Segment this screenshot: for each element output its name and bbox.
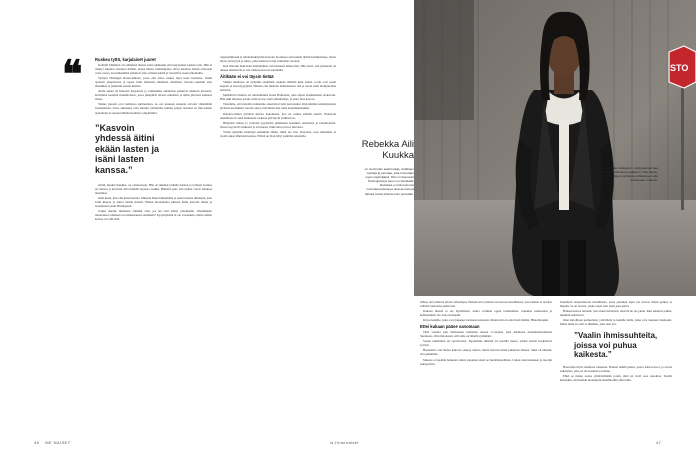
section-heading: Äitikään ei voi täysin tietää	[220, 74, 274, 80]
body-paragraph: Randow-ilmiöt yrittävät kuvata kokemusta, jota on vaikea selittää sanoin. Elokuvan tekeminen oli sekä henkisesti raskasta että hyvin palkitsevaa.	[220, 111, 336, 120]
magazine-url: is.fi/menaiset	[330, 440, 359, 445]
section-heading: Ruskea tyttö, karjalaiset juuret	[95, 57, 156, 62]
left-column-1	[95, 55, 212, 441]
person-name: Rebekka Aili Kuukka	[361, 139, 414, 161]
body-paragraph: Aitini, Raakel Kuukka, on valokuvaaja. Hän on tutkinut pitkään naisten ja tyttöjen asemaa eri maissa ja kertonut siitä minulle lapsesta saakka. Häneltä opin, että tarinat voivat muuttaa maailmaa.	[95, 183, 212, 196]
portrait-photo	[414, 0, 696, 296]
body-paragraph: Huomasin, että monet kokevat samoja asioita, mutta harvoin niistä puhutaan ääneen. Siksi on tärkeää, että puhumme.	[420, 348, 552, 357]
body-paragraph: Olen kiitollinen perheelleni, ystävilleni ja kaikille niille, jotka ovat tukeneet matkaani. Ilman heitä en olisi se ihminen, joka olen nyt.	[560, 318, 672, 327]
page-folio-left	[34, 440, 70, 445]
body-paragraph: Haaveilen myös matkasta Ghanaan. Haluan nähdä paikat, joissa isäni kasvoi, ja tavata sukulaisia, joita en ole koskaan tavannut.	[560, 364, 672, 373]
body-paragraph: Muutos ei tapahdu hetkessä, mutta jokainen askel on merkityksellinen. Uskon tulevaisuuteen ja nuoriin sukupolviin.	[420, 357, 552, 366]
pull-quote: ”Vaalin ihmissuhteita, joissa voi puhua kaikesta.”	[574, 331, 658, 360]
body-paragraph: Yritän nykyään keskittyä enemmän siihen, mikä tuo iloa. Kirjoitan, teen musiikkia ja vietän aikaa läheisten kanssa. Elämä on liian lyhyt pelkälle taistelulle.	[220, 129, 336, 138]
body-paragraph: Vaikka juureni ovat kahdessa kulttuurissa, en ole koskaan kokenut olevani vähemmän suomalainen. Vasta aikuisena olen alkanut ymmärtää, kuinka paljon taustani on muovannut ajatteluani ja tapaani nähdä maailmaa ympärilläni.	[95, 102, 212, 115]
page-folio-center	[330, 440, 359, 445]
body-paragraph: Kiitos kaikille, jotka ovat jakaneet tarinansa kanssani. Ilman teitä en olisi tässä tänään, Hästelluttekin.	[423, 318, 549, 323]
body-paragraph: Unelmoin tasapuolisesta maailmasta, jossa jokainen lapsi saa kasvaa ilman pelkoa ja häpeää. Se on tavoite, jonka eteen teen työtä joka päivä.	[560, 300, 672, 309]
body-paragraph: Kukaan meistä ei ole täydellinen, mutta voimme oppia toisiltamme. Jokainen keskustelu ja kohtaaminen vie asiaa eteenpäin.	[420, 309, 552, 318]
section-heading: Ettei kukaan pääse sanomaan	[420, 324, 480, 330]
body-paragraph: Kun ilmoitin haluavani näyttelijäksi, äiti kannusti minua heti. Hän sanoi, että jokaisella on oikeus unelmoida ja että rohkeus kasvaa tekemällä.	[220, 64, 336, 73]
pull-quote: ”Kasvoin yhdessä äitini ekään lasten ja isäni lasten kanssa.”	[95, 122, 160, 175]
page-number: 47	[656, 440, 662, 445]
body-paragraph: Ehkä se matka auttaa ymmärtämään jotain, mitä en vielä osaa sanoittaa. Tiedän kuitenkin, että kuulun molempiin maailmoihin yhtä lailla.	[560, 373, 672, 382]
left-page	[0, 0, 346, 450]
body-paragraph: Äitini sukua on Itäisestä Karjalasta ja vanhemmat sukulaiset puhuivat edelleen murretta. Kävimme kesäisin mummolassa, jossa pihapiirin aitassa nukuttiin ja uitiin järvessä aamusta iltaan.	[95, 89, 212, 102]
magazine-name: ME NAISET	[45, 440, 71, 445]
body-paragraph: Isoäitini Mahmud oli elämänsä aikana sekä taksikuski että karjalainen kuskin tytär. Hän ei tiennyt sukunsa taustasta mitään, koska hänen vanhempansa olivat kuolleet hänen ollessaan vasta vauva. Isovanhemmat puhuivat aina erilaisia kieliä ja vierailivat usein ulkomailla.	[95, 63, 212, 76]
body-paragraph: Isäni kuoli, kun olin kuusivuotias. Muistan hänet lämpimänä ja nauravaisena ihmisenä, joka soitti kitaraa ja lauloi meille iltaisin. Hänen kuolemansa jälkeen äitini kasvatti minut ja sisarukseni yksin Helsingissä.	[95, 196, 212, 209]
left-column-2	[220, 55, 336, 441]
photo-caption: Rebekalle tärkeää on, että jokainen saa kokea kuuluvansa joukkoon. Hän toivoo, että hänen tarinansa rohkaisee muita kertomaan omansa.	[602, 166, 658, 183]
body-paragraph: Tänä vuonna sain tilaisuuden osallistua uuteen tv-sarjaan, joka käsittelee monikulttuurisuutta Suomessa. Olin innoissani, sillä aihe on lähellä sydäntäni.	[420, 330, 552, 339]
page-folio-right	[656, 440, 661, 445]
right-column-2	[560, 300, 672, 442]
body-paragraph: Hiljattain minua ja ystäväni pyydettiin puhumaan kouluille rasismista ja identiteetistä. Nuoret kysyivät rohkeasti ja avoimesti, mikä antoi toivoa tulevasta.	[220, 120, 336, 129]
body-paragraph: Halusin kertoa tarinani, jotta muut tietäisivät, etteivät he ole yksin. Kun uskaltaa puhua, muutkin uskaltavat.	[560, 309, 672, 318]
portrait-illustration	[414, 0, 696, 296]
body-paragraph: Vaikka mediassa on nykyään enemmän ruskeita ihmisiä kuin ennen, roolit ovat usein kapeita ja stereotyyppisiä. Haluan olla mukana muuttamassa sitä ja tuoda esiin monipuolisia tarinoita.	[220, 80, 336, 93]
quote-mark-icon: ❝	[62, 54, 83, 96]
body-paragraph: Sarjan tekeminen oli opettavaista. Tapasimme ihmisiä eri puolilta maata, joiden tarinat koskettivat syvästi.	[420, 339, 552, 348]
body-paragraph: Tiesimme, että meidän tarinamme ansaitsivat tulla kerrotuiksi. Kirjoitimme käsikirjoitusta yhdessä useamman vuoden ajan ja kävimme läpi omia kokemuksiamme.	[220, 102, 336, 111]
right-column-1	[420, 300, 552, 442]
stop-sign-text: STO	[670, 63, 689, 73]
page-number: 46	[34, 440, 40, 445]
body-paragraph: Syntyin Helsingin Rastoolahteen, jossa olin ainoa ruskea lapsi koko koulussa. Äitini opiskeli yliopistossa ja tapasi isäni Ghanasta lähtöisen taiteilijan. Kotona kuultiin aina musiikkia ja puhuttiin useilla kielillä.	[95, 76, 212, 89]
person-intro: on viestinnän asiantuntija, sisältöjen tuottaja ja juontaja, joka tunnetaan myös näyttelijänä. Hän on kasvanut Helsingissä ja asuu nyt Vantaalla. Rebekka on kiinnostunut moninaisuudesta ja tasa-arvosta ja haluaa tuoda aiheita esiin työssään.	[364, 167, 414, 196]
body-paragraph: Joskus mietin, millainen elämäni olisi, jos isä olisi elänyt pidempään. Olisimmeko muuttaneet Ghanaan tai matkustaneet enemmän? Kysymyksiin ei ole vastauksia, mutta niiden kanssa voi silti elää.	[95, 209, 212, 222]
body-paragraph: siihen, että yhdessä ollaan vahvempia. Haluan että tyttäreni saa kasvaa maailmassa, jossa hänen ei tarvitse selittää taustaansa jatkuvasti.	[420, 300, 552, 309]
body-paragraph: ruppiseilimaani ja alkoholinkäyttöä nuorena. Koulussa sain kuulla ikäviä kommentteja, mutta myös ystävyyttä ja tukea, jotka kantoivat läpi vaikeiden vuosien.	[220, 55, 336, 64]
body-paragraph: Merkittävä muutos oli tutustuminen Koku Hahuraan, joka ohjasi ensimmäisen elokuvani. Hän näki minussa jotain, mitä en itse vielä ymmärtänyt, ja antoi tilaa kasvaa.	[220, 93, 336, 102]
